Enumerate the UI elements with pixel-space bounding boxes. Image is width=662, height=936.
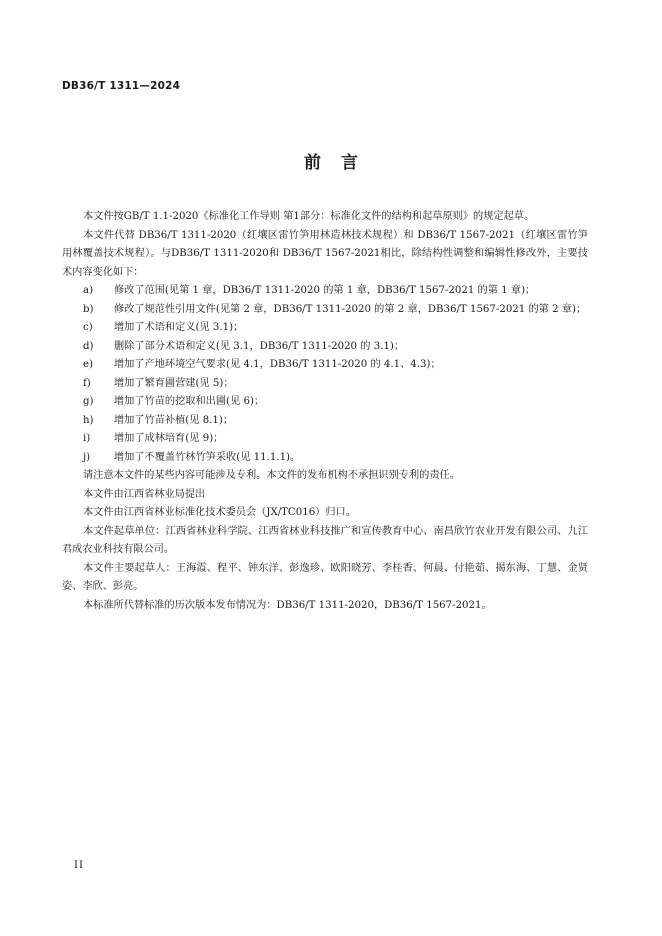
paragraph-version-history: 本标准所代替标准的历次版本发布情况为：DB36/T 1311-2020，DB36/T 1567-2021。 — [83, 599, 492, 611]
list-item-text: 增加了繁育圃营建(见 5)； — [114, 377, 234, 389]
list-item-text: 修改了规范性引用文件(见第 2 章，DB36/T 1311-2020 的第 2 章，DB36/T 1567-2021 的第 2 章)； — [114, 303, 587, 315]
document-code: DB36/T 1311—2024 — [62, 80, 181, 92]
list-marker: b) — [83, 303, 94, 315]
paragraph-drafting-units: 本文件起草单位：江西省林业科学院、江西省林业科技推广和宣传教育中心、南昌欣竹农业开发有限公司、九江君成农业科技有限公司。 — [62, 525, 588, 555]
list-item — [62, 393, 588, 412]
list-item-text: 增加了竹苗的挖取和出圃(见 6)； — [114, 396, 265, 407]
list-marker: g) — [83, 396, 94, 407]
list-item — [62, 412, 588, 431]
list-item-text: 增加了竹苗补植(见 8.1)； — [114, 414, 234, 426]
paragraph-drafting-rules: 本文件按GB/T 1.1-2020《标准化工作导则 第1部分：标准化文件的结构和起草原则》的规定起草。 — [83, 211, 535, 222]
list-marker: i) — [83, 433, 91, 444]
list-item — [62, 282, 588, 301]
list-item-text: 删除了部分术语和定义(见 3.1，DB36/T 1311-2020 的 3.1)； — [114, 340, 405, 352]
paragraph-proposer: 本文件由江西省林业局提出 — [83, 488, 206, 500]
list-item — [62, 301, 588, 320]
list-item-text: 增加了成林培育(见 9)； — [114, 433, 224, 444]
list-marker: c) — [83, 322, 93, 333]
list-marker: e) — [83, 359, 94, 370]
page-title: 前言 — [304, 153, 378, 173]
list-item-text: 增加了产地环境空气要求(见 4.1，DB36/T 1311-2020 的 4.1、4.3)； — [114, 359, 441, 370]
list-marker: h) — [83, 414, 94, 426]
list-item — [62, 319, 588, 338]
list-item-text: 增加了术语和定义(见 3.1)； — [114, 322, 244, 333]
paragraph-replacement: 本文件代替 DB36/T 1311-2020（红壤区雷竹笋用林造林技术规程）和 DB36/T 1567-2021（红壤区雷竹笋用林覆盖技术规程）。与DB36/T 1311-2020和 DB36/T 1567-2021相比，除结构性调整和编辑性修改外，主要技术内容变化如下： — [62, 229, 588, 278]
paragraph-drafters: 本文件主要起草人：王海霞、程平、钟东洋、彭逸珍、欧阳晓芳、李桂香、何晨、付艳茹、揭东海、丁慧、金贤姿、李欣、彭亮。 — [62, 562, 588, 592]
list-marker: a) — [83, 285, 94, 296]
paragraph-committee: 本文件由江西省林业标准化技术委员会（JX/TC016）归口。 — [83, 507, 356, 518]
list-item — [62, 356, 588, 375]
list-item — [62, 375, 588, 394]
list-item-text: 修改了范围(见第 1 章，DB36/T 1311-2020 的第 1 章，DB36/T 1567-2021 的第 1 章)； — [114, 285, 536, 296]
list-marker: d) — [83, 340, 94, 352]
list-item-text: 增加了不覆盖竹林竹笋采收(见 11.1.1)。 — [114, 451, 301, 463]
changes-list — [62, 282, 588, 467]
foreword-body — [62, 208, 588, 615]
list-marker: j) — [83, 451, 91, 463]
list-item — [62, 430, 588, 449]
paragraph-patent-notice: 请注意本文件的某些内容可能涉及专利。本文件的发布机构不承担识别专利的责任。 — [83, 470, 460, 481]
list-item — [62, 338, 588, 357]
list-marker: f) — [83, 377, 91, 389]
list-item — [62, 449, 588, 468]
page-number: II — [74, 860, 84, 871]
